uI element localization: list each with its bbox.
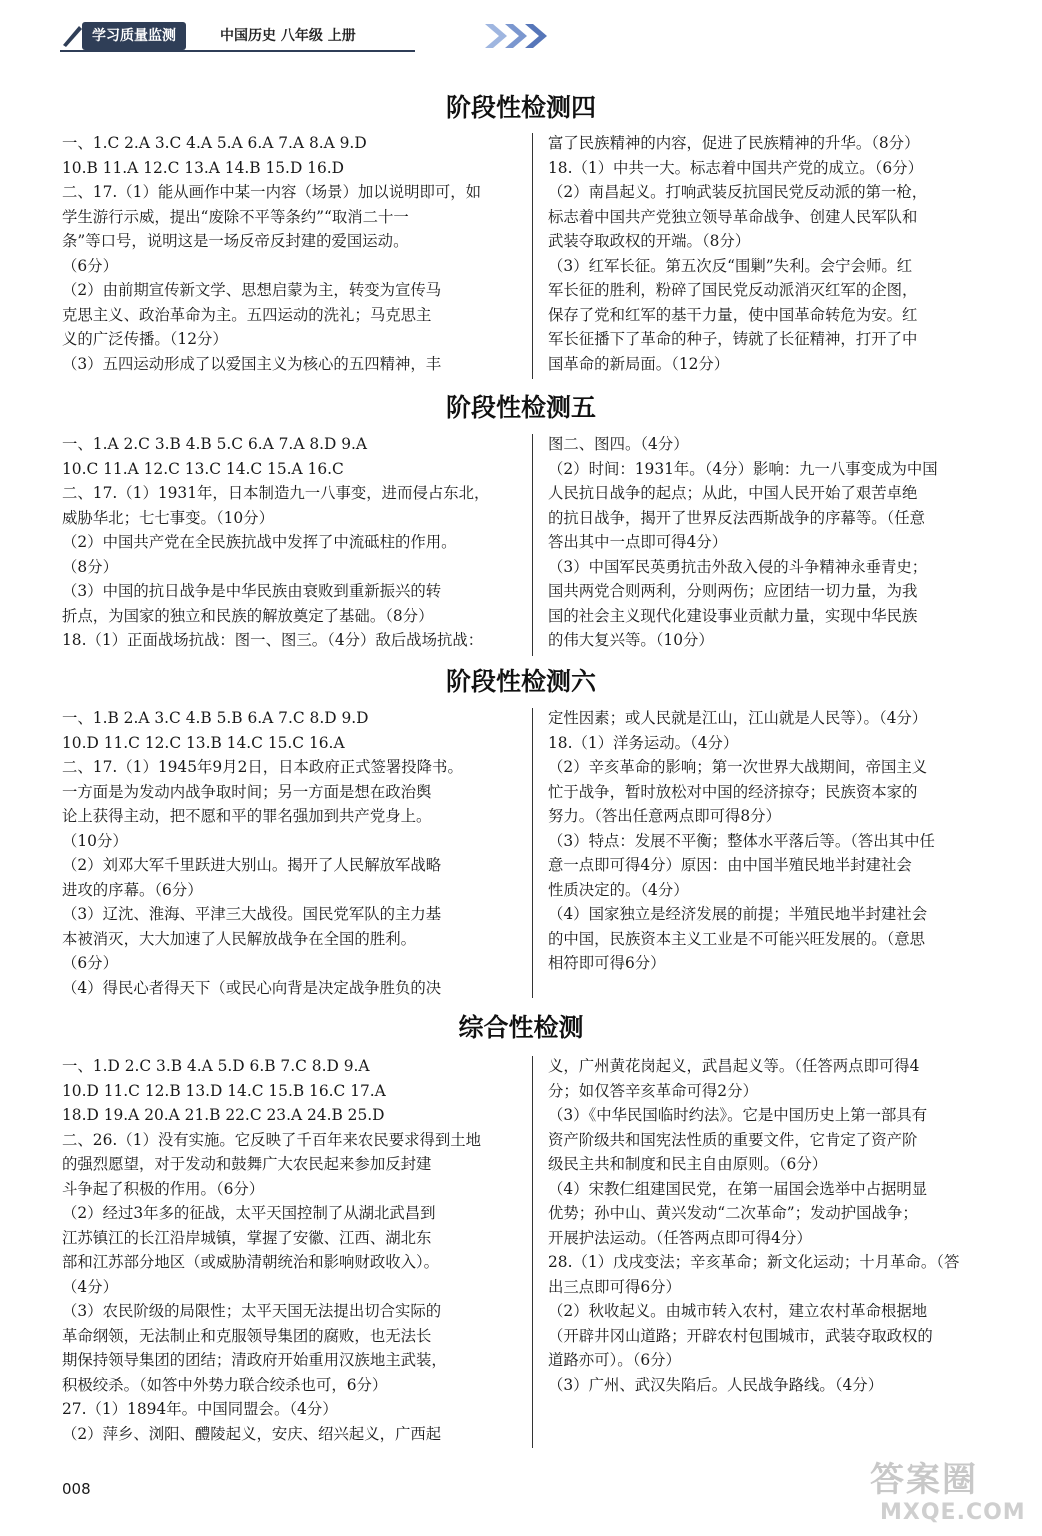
answer-line: 富了民族精神的内容，促进了民族精神的升华。（8分） <box>548 134 920 152</box>
answer-line: （2）由前期宣传新文学、思想启蒙为主，转变为宣传马 <box>62 281 442 299</box>
answer-column-right <box>548 432 938 653</box>
section-title: 阶段性检测六 <box>445 667 596 696</box>
answer-line: 优势；孙中山、黄兴发动“二次革命”；发动护国战争； <box>548 1204 918 1222</box>
answer-line: （4）得民心者得天下（或民心向背是决定战争胜负的决 <box>62 978 442 997</box>
answer-column-right <box>548 131 927 376</box>
answer-line: 27.（1）1894年。中国同盟会。（4分） <box>62 1400 338 1418</box>
answer-line: 的强烈愿望，对于发动和鼓舞广大农民起来参加反封建 <box>62 1155 432 1173</box>
answer-line: （2）萍乡、浏阳、醴陵起义，安庆、绍兴起义，广西起 <box>62 1424 442 1443</box>
answer-line: 资产阶级共和国宪法性质的重要文件，它肯定了资产阶 <box>548 1130 918 1149</box>
answer-column-left <box>62 131 481 376</box>
answer-line: 级民主共和制度和民主自由原则。（6分） <box>548 1155 828 1173</box>
answer-line: 期保持领导集团的团结；清政府开始重用汉族地主武装， <box>62 1351 447 1369</box>
answer-line: （2）南昌起义。打响武装反抗国民党反动派的第一枪， <box>548 183 928 201</box>
answer-line: 进攻的序幕。（6分） <box>62 880 203 899</box>
answer-line: 积极绞杀。（如答中外势力联合绞杀也可，6分） <box>62 1375 388 1394</box>
answer-line: （2）刘邓大军千里跃进大别山。揭开了人民解放军战略 <box>62 856 442 874</box>
answer-line: 威胁华北；七七事变。（10分） <box>62 508 274 527</box>
answer-line: 道路亦可）。（6分） <box>548 1351 681 1369</box>
answer-line: 武装夺取政权的开端。（8分） <box>548 232 751 250</box>
answer-column-right <box>548 1054 959 1397</box>
header-badge: 学习质量监测 <box>82 22 186 50</box>
answer-line: 18.（1）洋务运动。（4分） <box>548 733 739 752</box>
answer-line: 二、17.（1）1945年9月2日，日本政府正式签署投降书。 <box>62 758 463 776</box>
answer-line: 标志着中国共产党独立领导革命战争、创建人民军队和 <box>548 207 918 226</box>
answer-line: 国的社会主义现代化建设事业贡献力量，实现中华民族 <box>548 606 918 625</box>
answer-line: 性质决定的。（4分） <box>548 880 689 899</box>
answer-line: 意一点即可得4分）原因：由中国半殖民地半封建社会 <box>548 856 912 874</box>
chevron-decoration-icon <box>483 22 555 50</box>
answer-line: 二、17.（1）能从画作中某一内容（场景）加以说明即可，如 <box>62 183 482 201</box>
answer-line: （2）中国共产党在全民族抗战中发挥了中流砥柱的作用。 <box>62 533 457 551</box>
answer-line: 的抗日战争，揭开了世界反法西斯战争的序幕等。（任意 <box>548 508 926 527</box>
answer-line: （3）《中华民国临时约法》。它是中国历史上第一部具有 <box>548 1106 928 1124</box>
header-rule <box>60 50 415 52</box>
answer-line: （8分） <box>62 557 118 576</box>
answer-line: 二、26.（1）没有实施。它反映了千百年来农民要求得到土地 <box>62 1130 482 1149</box>
column-divider <box>532 1056 533 1448</box>
answer-line: 的伟大复兴等。（10分） <box>548 631 714 649</box>
answer-line: （3）五四运动形成了以爱国主义为核心的五四精神，丰 <box>62 354 442 373</box>
answer-line: 相符即可得6分） <box>548 954 666 972</box>
answer-line: 28.（1）戊戌变法；辛亥革命；新文化运动；十月革命。（答 <box>548 1253 960 1271</box>
answer-line: （6分） <box>62 256 118 275</box>
answer-line: 克思主义、政治革命为主。五四运动的洗礼；马克思主 <box>62 305 432 324</box>
watermark-url: MXQE.COM <box>880 1500 1026 1525</box>
answer-line: 分；如仅答辛亥革命可得2分） <box>548 1081 758 1100</box>
answer-line: （3）中国的抗日战争是中华民族由衰败到重新振兴的转 <box>62 582 442 600</box>
answer-line: 国革命的新局面。（12分） <box>548 354 730 373</box>
answer-line: （2）秋收起义。由城市转入农村，建立农村革命根据地 <box>548 1302 928 1320</box>
answer-line: 革命纲领，无法制止和克服领导集团的腐败，也无法长 <box>62 1326 432 1345</box>
answer-column-left <box>62 706 463 1000</box>
column-divider <box>532 708 533 998</box>
answer-line: 二、17.（1）1931年，日本制造九一八事变，进而侵占东北， <box>62 484 490 502</box>
answer-column-right <box>548 706 935 976</box>
answer-line: （开辟井冈山道路；开辟农村包围城市，武装夺取政权的 <box>548 1326 933 1345</box>
section-title: 阶段性检测五 <box>445 393 596 422</box>
answer-line: 10.D 11.C 12.C 13.B 14.C 15.C 16.A <box>62 733 345 752</box>
answer-line: （3）红军长征。第五次反“围剿”失利。会宁会师。红 <box>548 256 913 275</box>
answer-line: 答出其中一点即可得4分） <box>548 533 728 551</box>
answer-line: （2）辛亥革命的影响；第一次世界大战期间，帝国主义 <box>548 758 928 776</box>
answer-line: 论上获得主动，把不愿和平的罪名强加到共产党身上。 <box>62 807 432 825</box>
answer-line: 军长征的胜利，粉碎了国民党反动派消灭红军的企图， <box>548 281 918 299</box>
answer-line: 人民抗日战争的起点；从此，中国人民开始了艰苦卓绝 <box>548 484 918 502</box>
answer-line: （3）特点：发展不平衡；整体水平落后等。（答出其中任 <box>548 831 935 850</box>
answer-line: 折点，为国家的独立和民族的解放奠定了基础。（8分） <box>62 606 434 625</box>
answer-line: 国共两党合则两利，分则两伤；应团结一切力量，为我 <box>548 582 918 600</box>
answer-line: 保存了党和红军的基干力量，使中国革命转危为安。红 <box>548 305 918 324</box>
answer-line: 义的广泛传播。（12分） <box>62 330 228 348</box>
answer-line: （2）时间：1931年。（4分）影响：九一八事变成为中国 <box>548 459 938 478</box>
answer-line: 图二、图四。（4分） <box>548 435 689 453</box>
answer-line: 义，广州黄花岗起义，武昌起义等。（任答两点即可得4 <box>548 1057 920 1075</box>
answer-line: （3）农民阶级的局限性；太平天国无法提出切合实际的 <box>62 1302 442 1320</box>
section-title: 综合性检测 <box>458 1013 584 1042</box>
pen-icon <box>60 22 84 48</box>
answer-line: 学生游行示威，提出“废除不平等条约”“取消二十一 <box>62 207 409 226</box>
answer-line: 出三点即可得6分） <box>548 1277 681 1296</box>
answer-line: 开展护法运动。（任答两点即可得4分） <box>548 1228 812 1247</box>
answer-line: 一、1.A 2.C 3.B 4.B 5.C 6.A 7.A 8.D 9.A <box>62 435 368 453</box>
answer-column-left <box>62 1054 481 1446</box>
answer-line: （4）国家独立是经济发展的前提；半殖民地半封建社会 <box>548 905 928 923</box>
answer-line: （3）中国军民英勇抗击外敌入侵的斗争精神永垂青史； <box>548 557 928 576</box>
page-header <box>60 18 510 54</box>
column-divider <box>532 434 533 656</box>
answer-line: 一、1.D 2.C 3.B 4.A 5.D 6.B 7.C 8.D 9.A <box>62 1057 370 1075</box>
answer-line: 10.C 11.A 12.C 13.C 14.C 15.A 16.C <box>62 459 344 478</box>
answer-line: 江苏镇江的长江沿岸城镇，掌握了安徽、江西、湖北东 <box>62 1228 432 1247</box>
answer-line: （3）广州、武汉失陷后。人民战争路线。（4分） <box>548 1375 884 1394</box>
answer-line: 条”等口号，说明这是一场反帝反封建的爱国运动。 <box>62 232 409 250</box>
answer-line: （4分） <box>62 1277 118 1296</box>
answer-line: （2）经过3年多的征战，太平天国控制了从湖北武昌到 <box>62 1204 436 1222</box>
watermark-logo: 答案圈 <box>870 1460 978 1500</box>
answer-line: 定性因素；或人民就是江山，江山就是人民等）。（4分） <box>548 709 928 727</box>
header-subject: 中国历史 八年级 上册 <box>220 28 356 44</box>
answer-line: （6分） <box>62 954 118 972</box>
answer-line: 斗争起了积极的作用。（6分） <box>62 1179 265 1198</box>
answer-line: 军长征播下了革命的种子，铸就了长征精神，打开了中 <box>548 330 918 348</box>
answer-line: 一、1.C 2.A 3.C 4.A 5.A 6.A 7.A 8.A 9.D <box>62 134 367 152</box>
answer-line: 18.（1）中共一大。标志着中国共产党的成立。（6分） <box>548 158 923 177</box>
answer-column-left <box>62 432 489 653</box>
answer-line: 10.D 11.C 12.B 13.D 14.C 15.B 16.C 17.A <box>62 1081 386 1100</box>
page-number: 008 <box>62 1480 91 1498</box>
answer-line: （10分） <box>62 831 128 850</box>
answer-line: 18.（1）正面战场抗战：图一、图三。（4分）敌后战场抗战： <box>62 631 484 649</box>
answer-line: 的中国，民族资本主义工业是不可能兴旺发展的。（意思 <box>548 929 926 948</box>
answer-line: 忙于战争，暂时放松对中国的经济掠夺；民族资本家的 <box>548 782 918 801</box>
column-divider <box>532 133 533 379</box>
answer-line: 一方面是为发动内战争取时间；另一方面是想在政治舆 <box>62 782 432 801</box>
answer-line: 努力。（答出任意两点即可得8分） <box>548 807 781 825</box>
section-title: 阶段性检测四 <box>445 93 596 122</box>
answer-line: 10.B 11.A 12.C 13.A 14.B 15.D 16.D <box>62 158 344 177</box>
answer-line: 本被消灭，大大加速了人民解放战争在全国的胜利。 <box>62 929 416 948</box>
answer-line: （4）宋教仁组建国民党，在第一届国会选举中占据明显 <box>548 1179 928 1198</box>
answer-line: 部和江苏部分地区（或威胁清朝统治和影响财政收入）。 <box>62 1253 440 1271</box>
answer-line: （3）辽沈、淮海、平津三大战役。国民党军队的主力基 <box>62 905 442 923</box>
answer-line: 18.D 19.A 20.A 21.B 22.C 23.A 24.B 25.D <box>62 1106 385 1124</box>
answer-line: 一、1.B 2.A 3.C 4.B 5.B 6.A 7.C 8.D 9.D <box>62 709 369 727</box>
